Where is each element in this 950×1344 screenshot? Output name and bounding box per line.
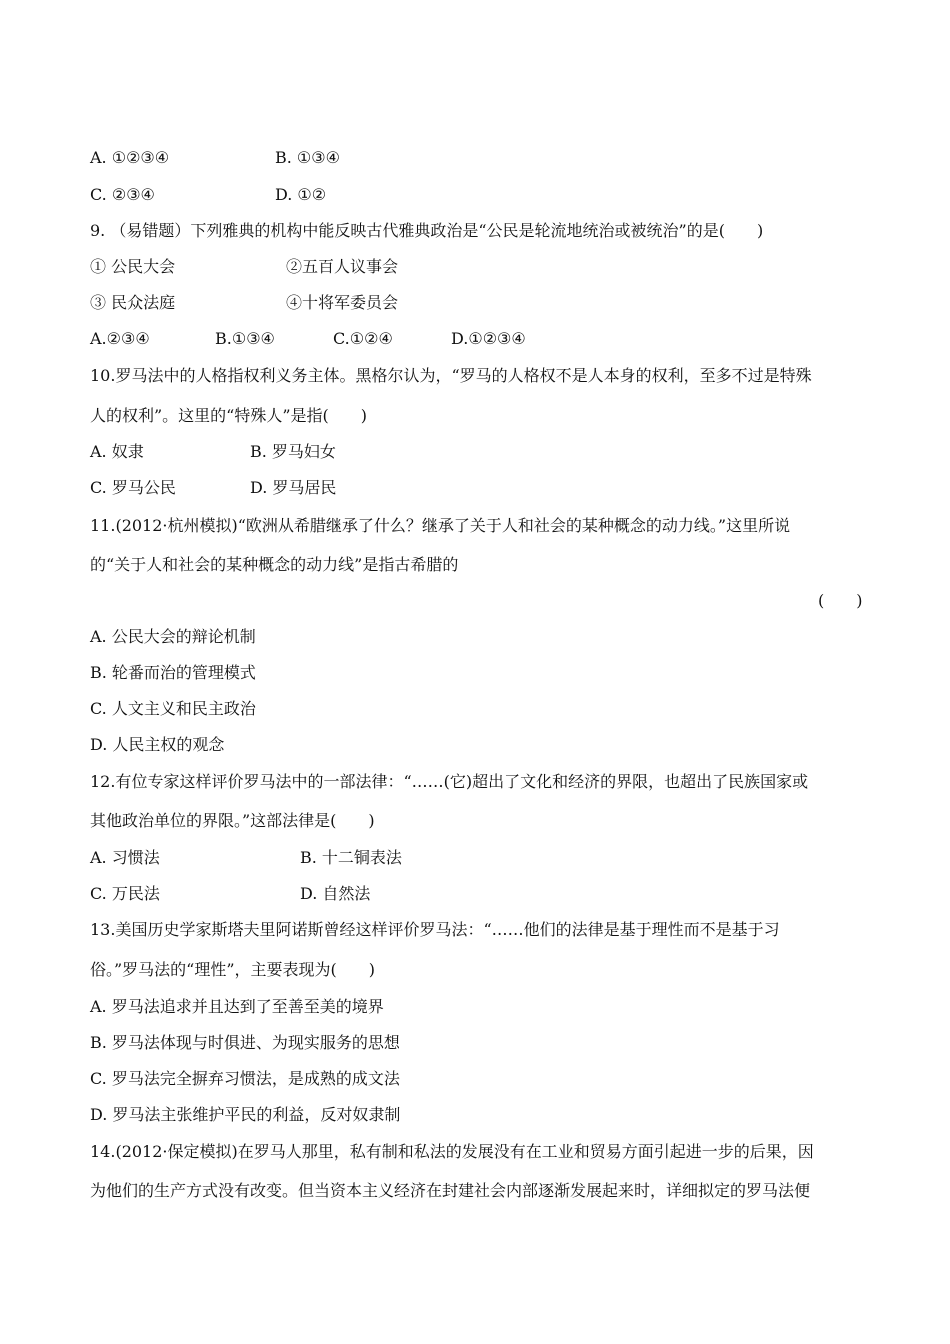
q10-option-b: B. 罗马妇女 xyxy=(250,442,336,461)
q10-option-a: A. 奴隶 xyxy=(90,442,144,461)
q11-option-c: C. 人文主义和民主政治 xyxy=(90,699,256,718)
q9-item-1: ① 公民大会 xyxy=(90,257,176,276)
q8-option-b: B. ①③④ xyxy=(275,148,340,167)
q9-option-b: B.①③④ xyxy=(215,329,275,348)
q8-option-d: D. ①② xyxy=(275,185,327,204)
q9-option-a: A.②③④ xyxy=(90,329,150,348)
q9-item-4: ④十将军委员会 xyxy=(286,293,399,312)
q14-stem-line-1: 14.(2012·保定模拟)在罗马人那里，私有制和私法的发展没有在工业和贸易方面引起进一步的后果，因 xyxy=(90,1142,814,1161)
q9-item-2: ②五百人议事会 xyxy=(286,257,399,276)
q8-option-a: A. ①②③④ xyxy=(90,148,170,167)
q13-stem-line-1: 13.美国历史学家斯塔夫里阿诺斯曾经这样评价罗马法：“……他们的法律是基于理性而不是基于习 xyxy=(90,920,780,939)
q11-option-a: A. 公民大会的辩论机制 xyxy=(90,627,256,646)
q12-option-b: B. 十二铜表法 xyxy=(300,848,402,867)
q13-option-d: D. 罗马法主张维护平民的利益，反对奴隶制 xyxy=(90,1105,401,1124)
q8-option-c: C. ②③④ xyxy=(90,185,155,204)
q10-stem-line-1: 10.罗马法中的人格指权利义务主体。黑格尔认为，“罗马的人格权不是人本身的权利，至多不过是特殊 xyxy=(90,366,812,385)
q12-option-d: D. 自然法 xyxy=(300,884,371,903)
q9-stem: 9. （易错题）下列雅典的机构中能反映古代雅典政治是“公民是轮流地统治或被统治”的是( ) xyxy=(90,221,764,240)
q14-stem-line-2: 为他们的生产方式没有改变。但当资本主义经济在封建社会内部逐渐发展起来时，详细拟定的罗马法便 xyxy=(90,1181,811,1200)
q13-option-b: B. 罗马法体现与时俱进、为现实服务的思想 xyxy=(90,1033,400,1052)
q12-option-a: A. 习惯法 xyxy=(90,848,160,867)
q10-option-c: C. 罗马公民 xyxy=(90,478,176,497)
q9-option-d: D.①②③④ xyxy=(451,329,526,348)
q13-stem-line-2: 俗。”罗马法的“理性”，主要表现为( ) xyxy=(90,960,376,979)
q11-stem-line-2: 的“关于人和社会的某种概念的动力线”是指古希腊的 xyxy=(90,555,459,574)
q10-option-d: D. 罗马居民 xyxy=(250,478,337,497)
q12-stem-line-1: 12.有位专家这样评价罗马法中的一部法律：“……(它)超出了文化和经济的界限，也超出了民族国家或 xyxy=(90,772,809,791)
q11-answer-paren: ( ) xyxy=(818,591,863,610)
q11-option-d: D. 人民主权的观念 xyxy=(90,735,225,754)
q12-stem-line-2: 其他政治单位的界限。”这部法律是( ) xyxy=(90,811,375,830)
q9-option-c: C.①②④ xyxy=(333,329,393,348)
q11-option-b: B. 轮番而治的管理模式 xyxy=(90,663,256,682)
q11-stem-line-1: 11.(2012·杭州模拟)“欧洲从希腊继承了什么？继承了关于人和社会的某种概念的动力线。”这里所说 xyxy=(90,516,791,535)
q13-option-a: A. 罗马法追求并且达到了至善至美的境界 xyxy=(90,997,384,1016)
q9-item-3: ③ 民众法庭 xyxy=(90,293,176,312)
q10-stem-line-2: 人的权利”。这里的“特殊人”是指( ) xyxy=(90,406,368,425)
q12-option-c: C. 万民法 xyxy=(90,884,160,903)
q13-option-c: C. 罗马法完全摒弃习惯法，是成熟的成文法 xyxy=(90,1069,400,1088)
